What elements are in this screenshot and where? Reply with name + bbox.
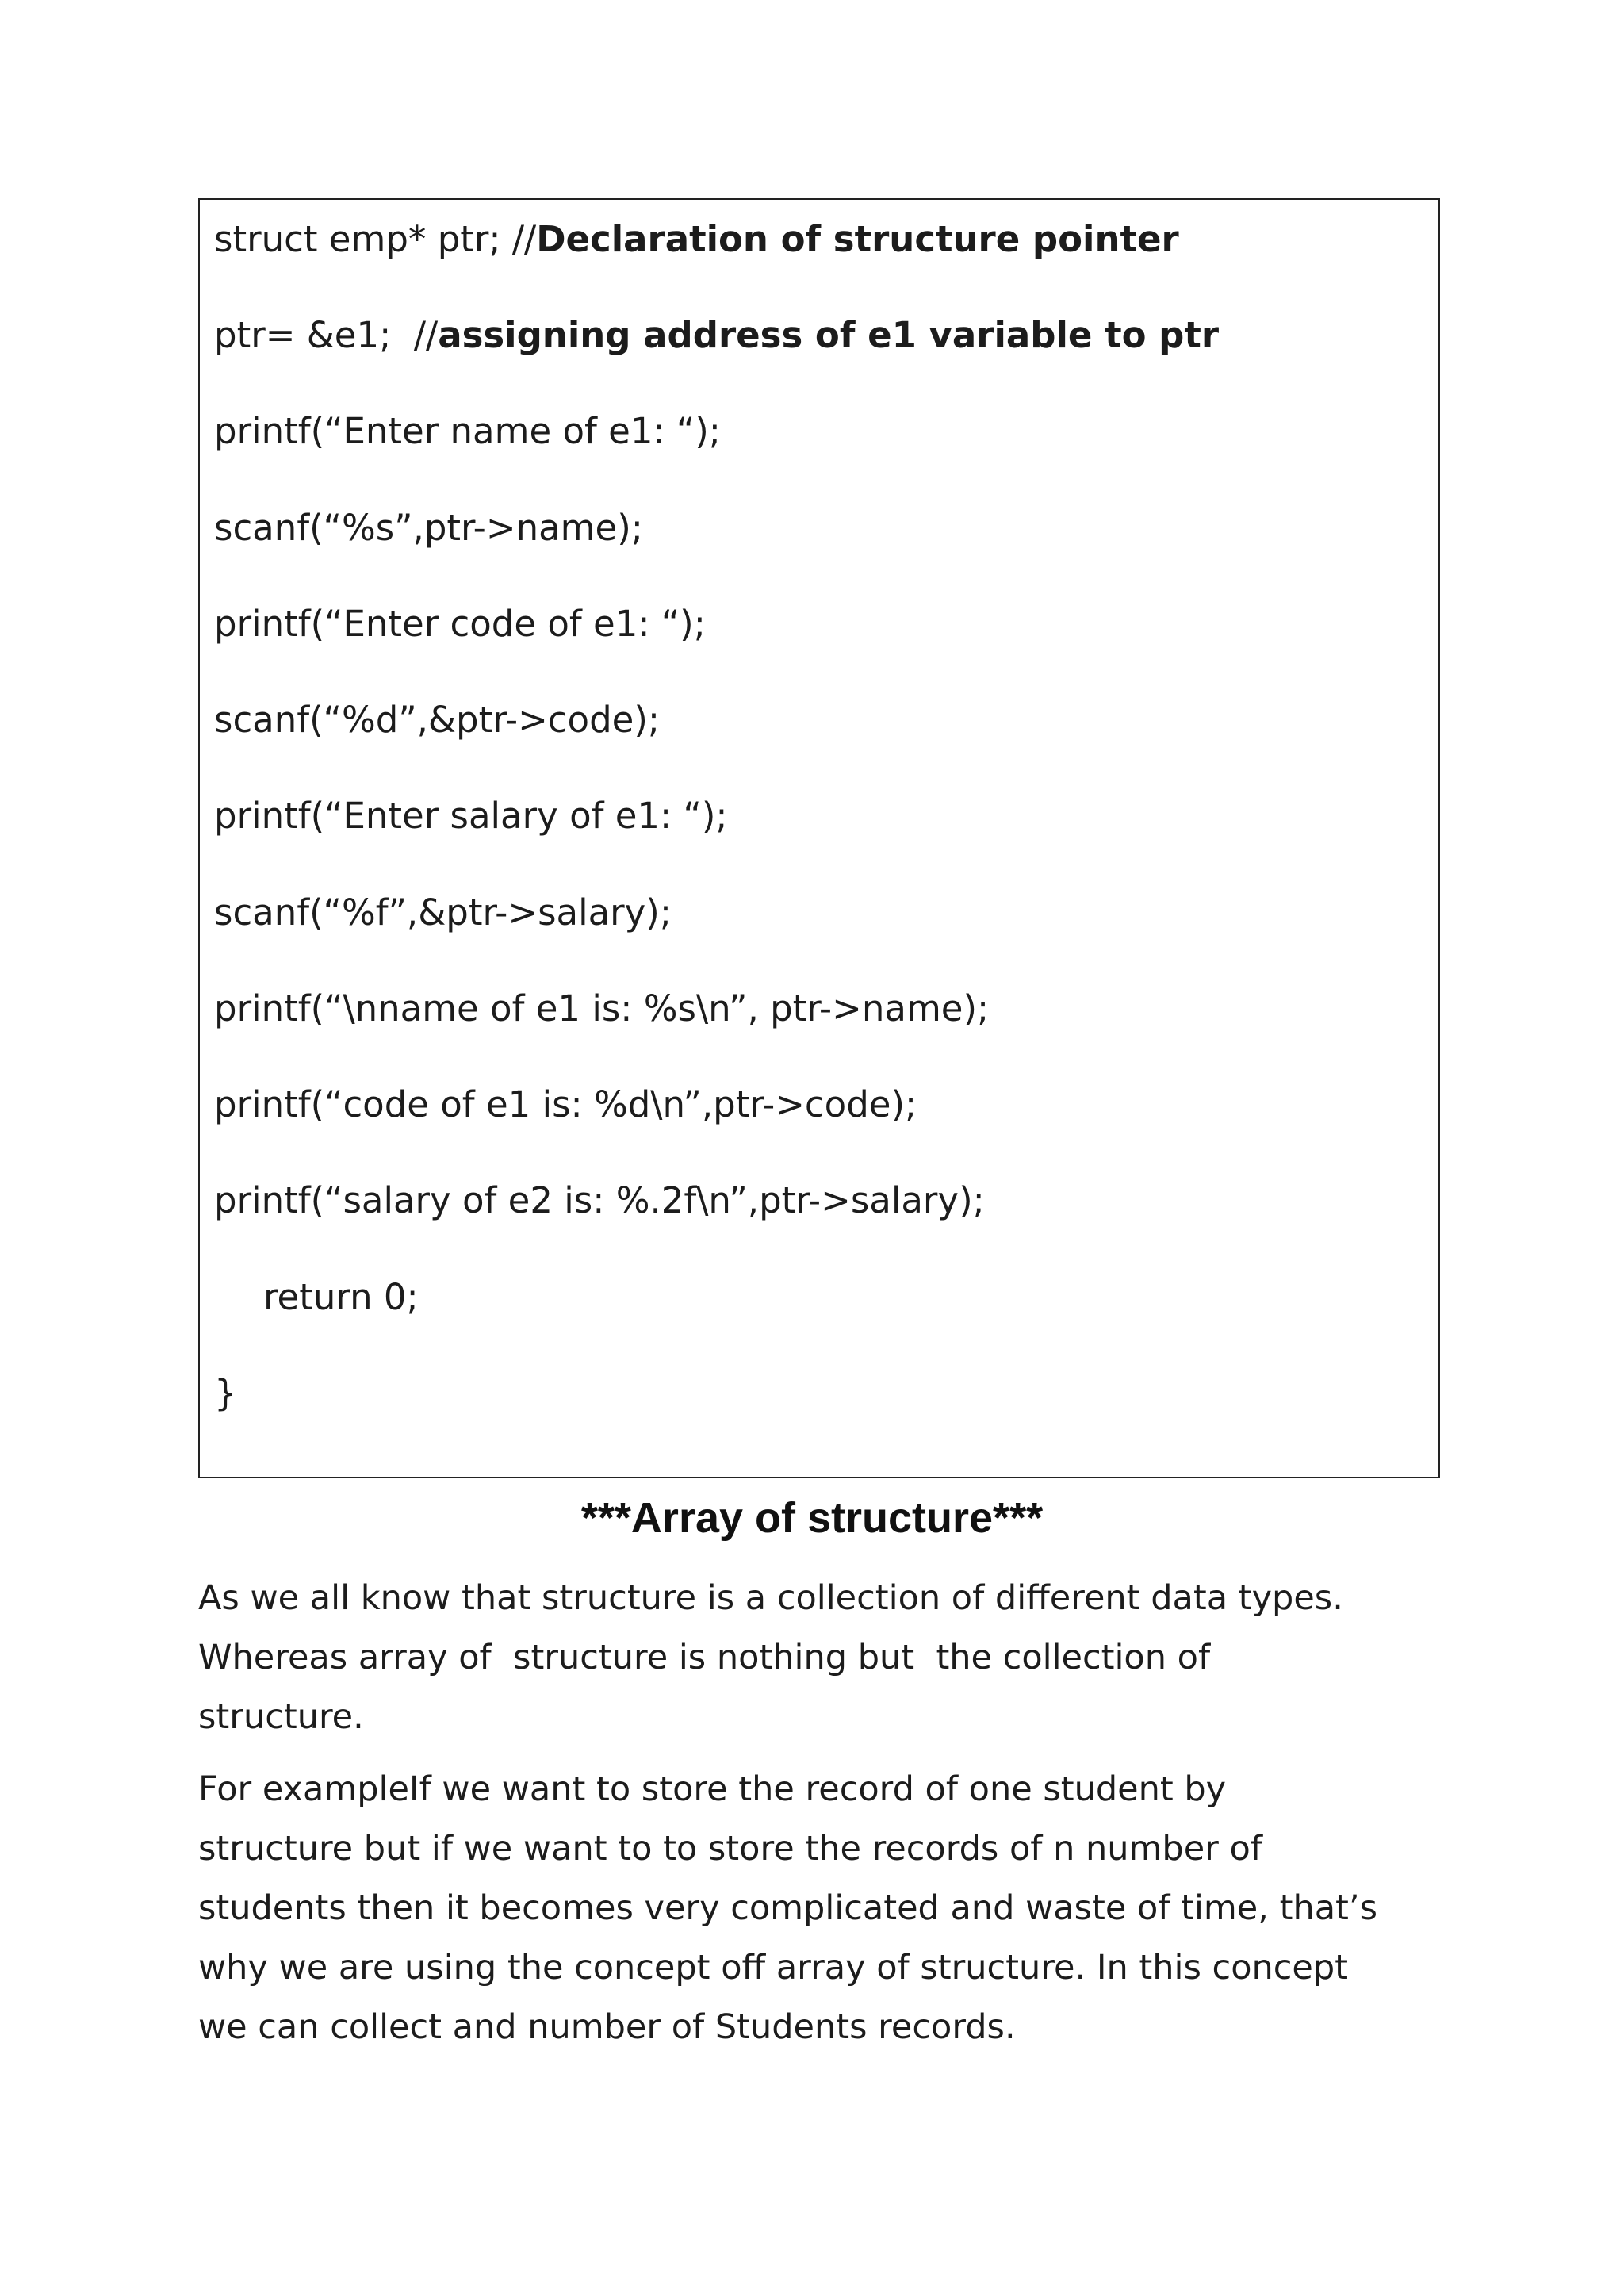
code-comment: assigning address of e1 variable to ptr xyxy=(438,314,1220,356)
code-line-3: printf(“Enter name of e1: “); xyxy=(214,410,721,452)
code-line-8: scanf(“%f”,&ptr->salary); xyxy=(214,891,672,933)
code-line-1: struct emp* ptr; //Declaration of structure pointer xyxy=(214,218,1179,260)
code-line-4: scanf(“%s”,ptr->name); xyxy=(214,507,643,549)
paragraph-line: structure but if we want to to store the records of n number of xyxy=(198,1829,1262,1869)
paragraph-line: why we are using the concept off array of structure. In this concept xyxy=(198,1948,1349,1987)
paragraph-line: students then it becomes very complicated and waste of time, that’s xyxy=(198,1888,1377,1928)
code-line-12: return 0; xyxy=(263,1276,419,1318)
code-line-2: ptr= &e1; //assigning address of e1 variable to ptr xyxy=(214,314,1220,356)
code-block xyxy=(198,198,1440,1478)
paragraph-line: we can collect and number of Students records. xyxy=(198,2007,1016,2047)
paragraph-line: Whereas array of structure is nothing but the collection of xyxy=(198,1638,1211,1677)
code-line-11: printf(“salary of e2 is: %.2f\n”,ptr->salary); xyxy=(214,1179,985,1221)
code-line-10: printf(“code of e1 is: %d\n”,ptr->code); xyxy=(214,1083,917,1125)
code-line-13: } xyxy=(214,1372,237,1414)
paragraph-line: As we all know that structure is a collection of different data types. xyxy=(198,1578,1343,1618)
section-title: ***Array of structure*** xyxy=(580,1494,1044,1542)
paragraph-line: structure. xyxy=(198,1697,364,1737)
code-comment: Declaration of structure pointer xyxy=(536,218,1179,260)
code-line-7: printf(“Enter salary of e1: “); xyxy=(214,795,728,837)
code-line-6: scanf(“%d”,&ptr->code); xyxy=(214,699,661,741)
code-line-5: printf(“Enter code of e1: “); xyxy=(214,603,706,645)
code-line-9: printf(“\nname of e1 is: %s\n”, ptr->name); xyxy=(214,987,990,1029)
paragraph-line: For exampleIf we want to store the record of one student by xyxy=(198,1769,1227,1809)
paragraph-intro xyxy=(198,1569,1483,1747)
paragraph-example xyxy=(198,1760,1483,2057)
